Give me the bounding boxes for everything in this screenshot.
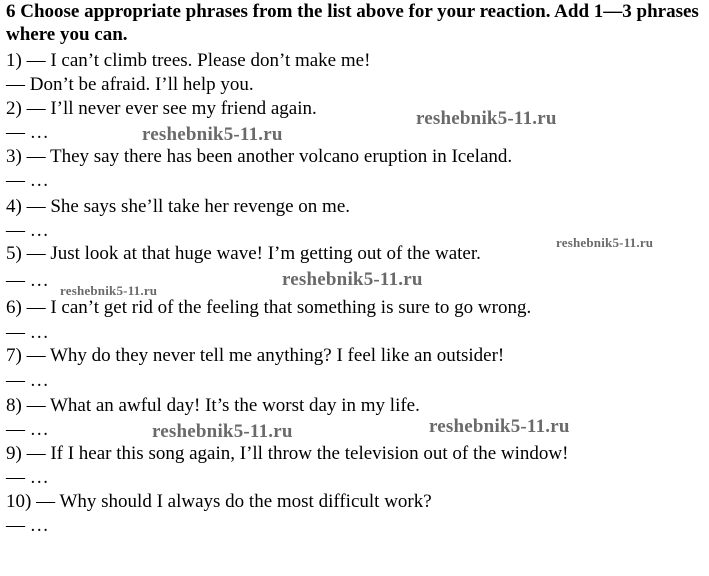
line-4-reply: — … <box>6 220 49 241</box>
line-4-prompt: 4) — She says she’ll take her revenge on me. <box>6 196 351 217</box>
line-6-reply: — … <box>6 322 49 343</box>
line-8-reply: — … <box>6 419 49 440</box>
watermark: reshebnik5-11.ru <box>142 124 283 145</box>
line-10-prompt: 10) — Why should I always do the most difficult work? <box>6 491 432 512</box>
exercise-heading: 6 Choose appropriate phrases from the list above for your reaction. Add 1—3 phrases where you can. <box>6 1 699 45</box>
line-3-prompt: 3) — They say there has been another volcano eruption in Iceland. <box>6 146 513 167</box>
watermark: reshebnik5-11.ru <box>416 108 557 129</box>
watermark: reshebnik5-11.ru <box>556 235 654 250</box>
line-5-reply: — … <box>6 270 49 291</box>
line-6-prompt: 6) — I can’t get rid of the feeling that something is sure to go wrong. <box>6 297 532 318</box>
line-7-prompt: 7) — Why do they never tell me anything? I feel like an outsider! <box>6 345 505 366</box>
line-9-prompt: 9) — If I hear this song again, I’ll throw the television out of the window! <box>6 443 569 464</box>
line-1-reply: — Don’t be afraid. I’ll help you. <box>6 74 254 95</box>
line-2-reply: — … <box>6 122 49 143</box>
line-1-prompt: 1) — I can’t climb trees. Please don’t make me! <box>6 50 371 71</box>
line-2-prompt: 2) — I’ll never ever see my friend again. <box>6 98 317 119</box>
watermark: reshebnik5-11.ru <box>152 421 293 442</box>
line-5-prompt: 5) — Just look at that huge wave! I’m getting out of the water. <box>6 243 481 264</box>
line-8-prompt: 8) — What an awful day! It’s the worst day in my life. <box>6 395 420 416</box>
line-10-reply: — … <box>6 515 49 536</box>
line-7-reply: — … <box>6 370 49 391</box>
watermark: reshebnik5-11.ru <box>282 269 423 290</box>
line-3-reply: — … <box>6 170 49 191</box>
watermark: reshebnik5-11.ru <box>429 416 570 437</box>
line-9-reply: — … <box>6 467 49 488</box>
watermark: reshebnik5-11.ru <box>60 283 158 298</box>
